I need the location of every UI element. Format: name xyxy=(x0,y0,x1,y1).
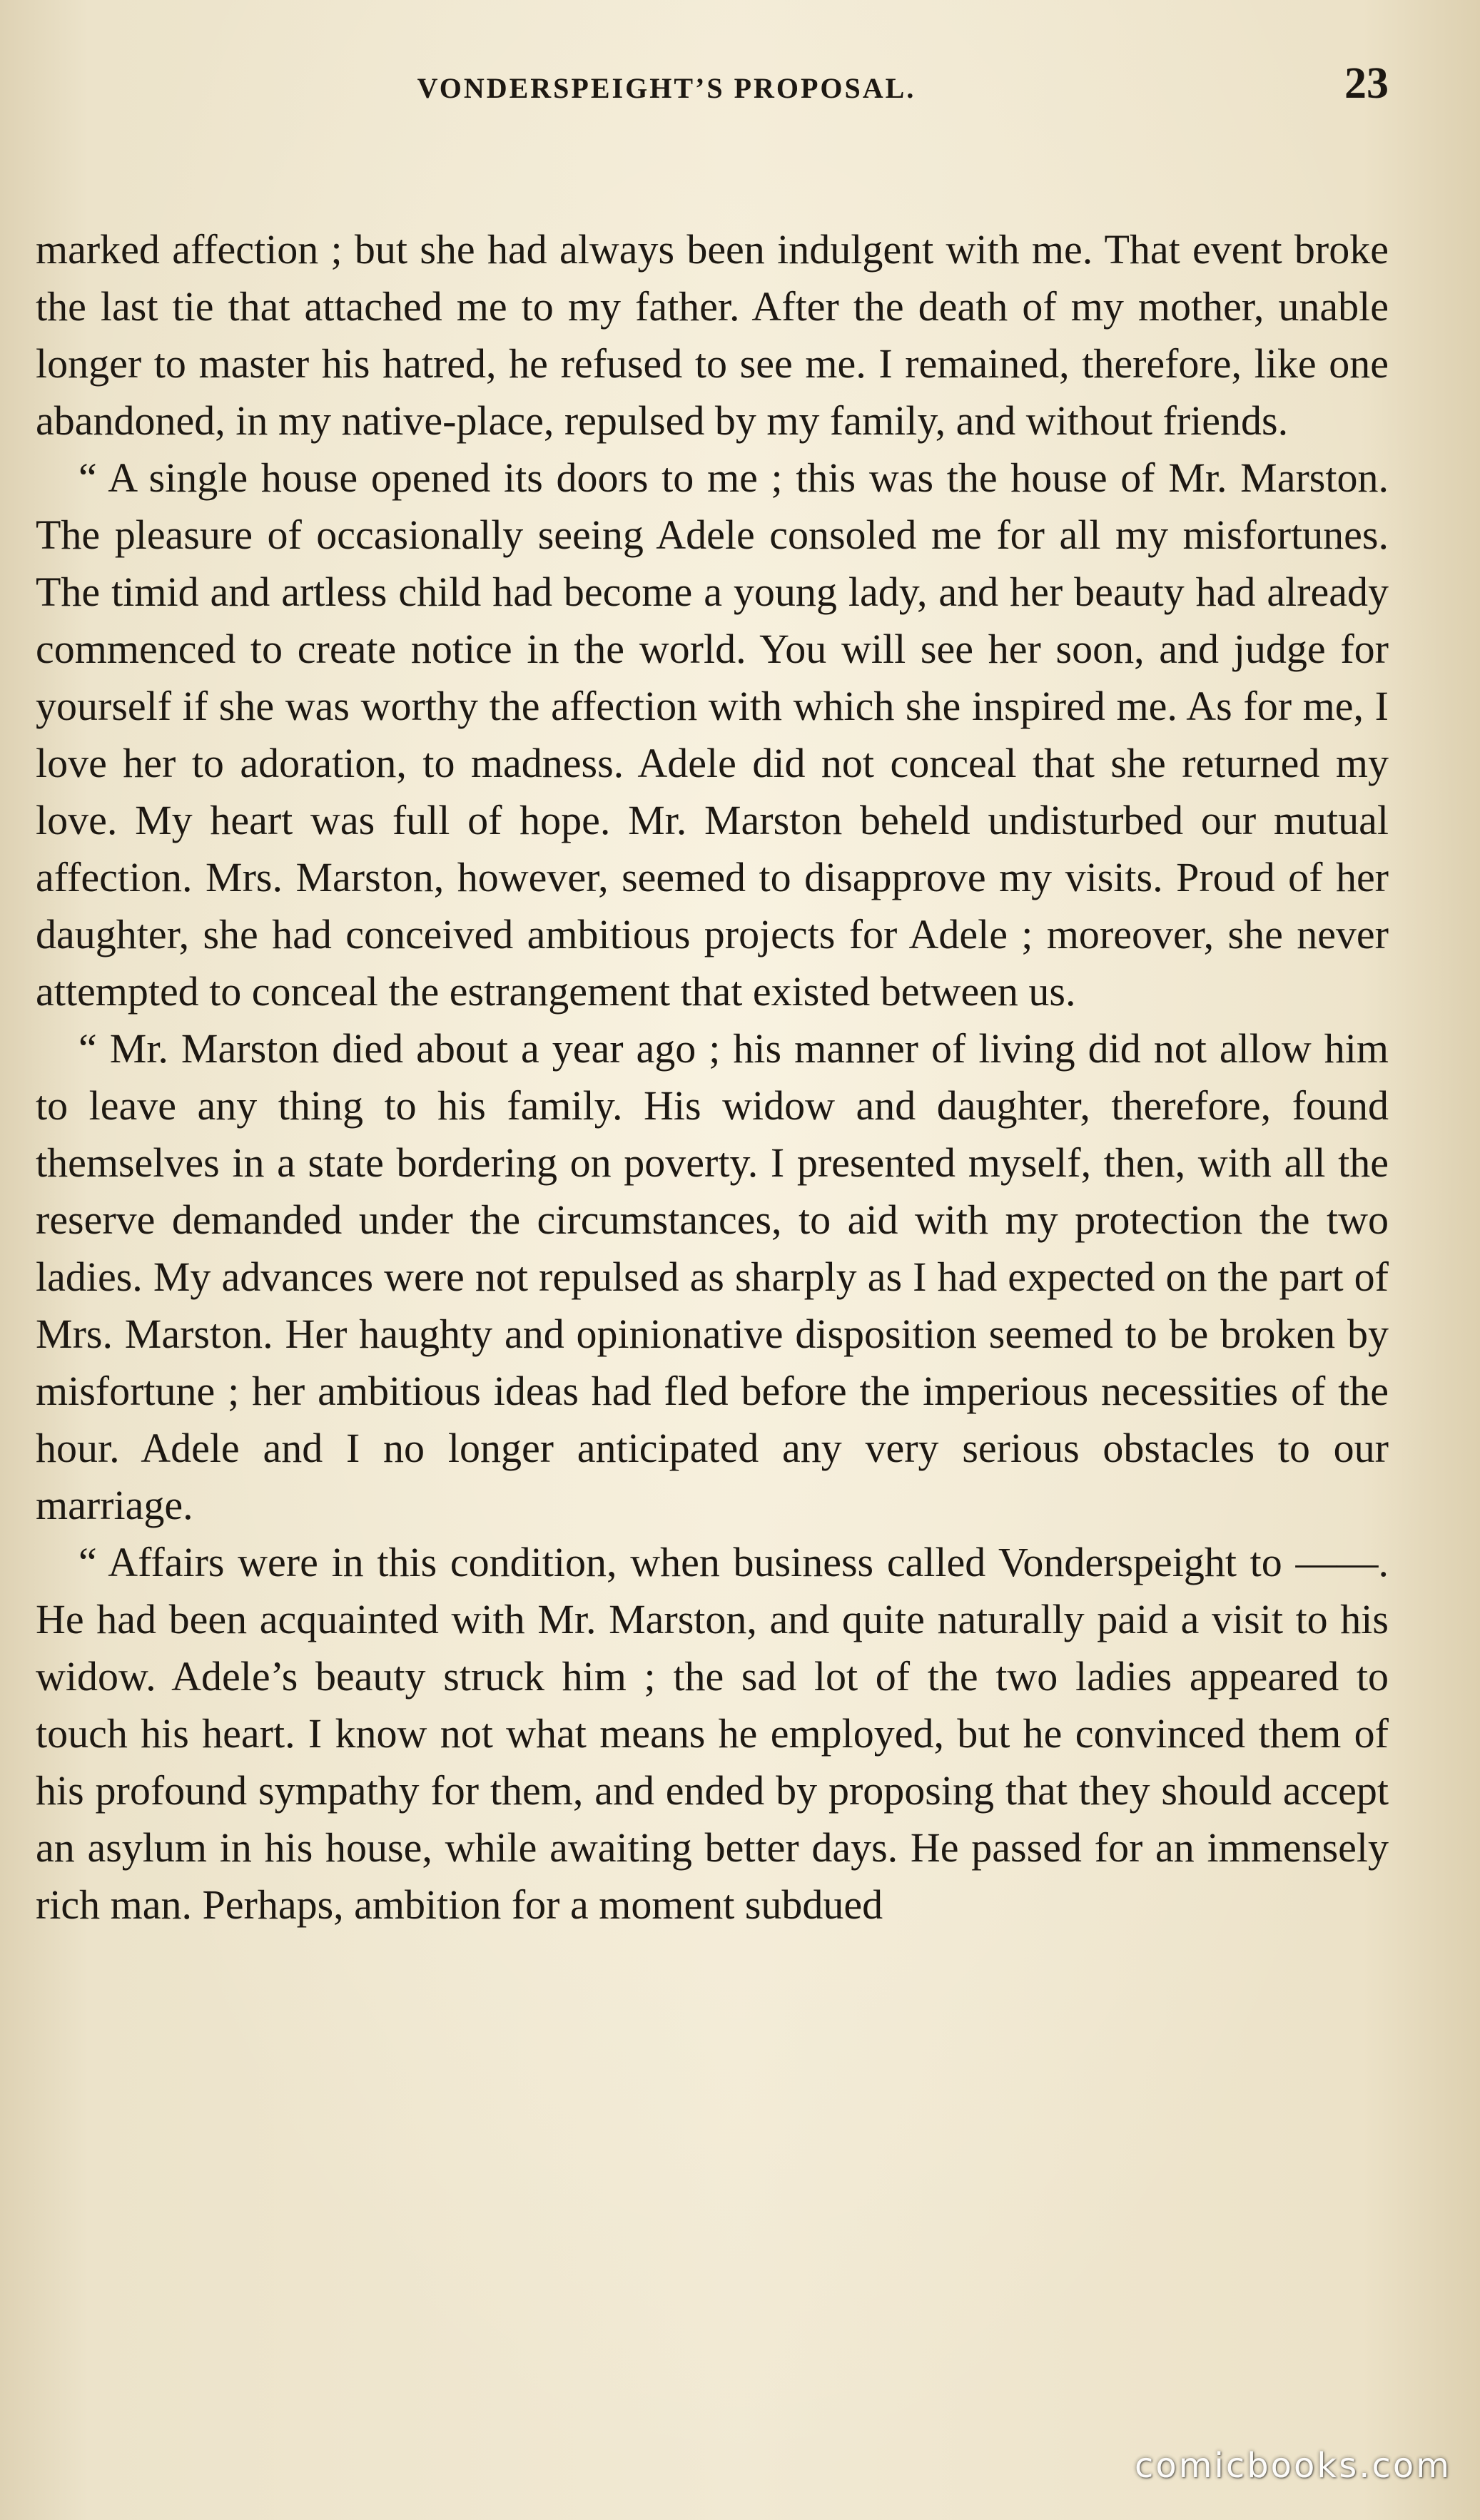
running-title: VONDERSPEIGHT’S PROPOSAL. xyxy=(417,72,916,104)
body-text xyxy=(36,221,1389,1934)
paragraph-1: marked affection ; but she had always been indulgent with me. That event broke the last tie that attached me to my father. After the death of my mother, unable longer to master his hatred, he refused to see me. I remained, therefore, like one abandoned, in my native-place, repulsed by my family, and without friends. xyxy=(36,226,1389,444)
paragraph-2: “ A single house opened its doors to me ; this was the house of Mr. Marston. The pleasure of occasionally seeing Adele consoled me for all my misfortunes. The timid and artless child had become a young lady, and her beauty had already commenced to create notice in the world. You will see her soon, and judge for yourself if she was worthy the affection with which she inspired me. As for me, I love her to adoration, to madness. Adele did not conceal that she returned my love. My heart was full of hope. Mr. Marston beheld undisturbed our mutual affection. Mrs. Marston, however, seemed to disapprove my visits. Proud of her daughter, she had conceived ambitious projects for Adele ; moreover, she never attempted to conceal the estrangement that existed between us. xyxy=(36,454,1389,1015)
page-number: 23 xyxy=(1344,59,1389,108)
paragraph-3: “ Mr. Marston died about a year ago ; his manner of living did not allow him to leave any thing to his family. His widow and daughter, therefore, found themselves in a state bordering on poverty. I presented myself, then, with all the reserve demanded under the circumstances, to aid with my protection the two ladies. My advances were not repulsed as sharply as I had expected on the part of Mrs. Marston. Her haughty and opinionative disposition seemed to be broken by misfortune ; her ambitious ideas had fled before the imperious necessities of the hour. Adele and I no longer anticipated any very serious obstacles to our marriage. xyxy=(36,1025,1389,1528)
running-head xyxy=(36,50,1389,128)
paragraph-4: “ Affairs were in this condition, when business called Vonderspeight to ——. He had been acquainted with Mr. Marston, and quite naturally paid a visit to his widow. Adele’s beauty struck him ; the sad lot of the two ladies appeared to touch his heart. I know not what means he employed, but he convinced them of his profound sympathy for them, and ended by proposing that they should accept an asylum in his house, while awaiting better days. He passed for an immensely rich man. Perhaps, ambition for a moment subdued xyxy=(36,1539,1389,1928)
site-watermark: comicbooks.com xyxy=(1134,2446,1451,2486)
